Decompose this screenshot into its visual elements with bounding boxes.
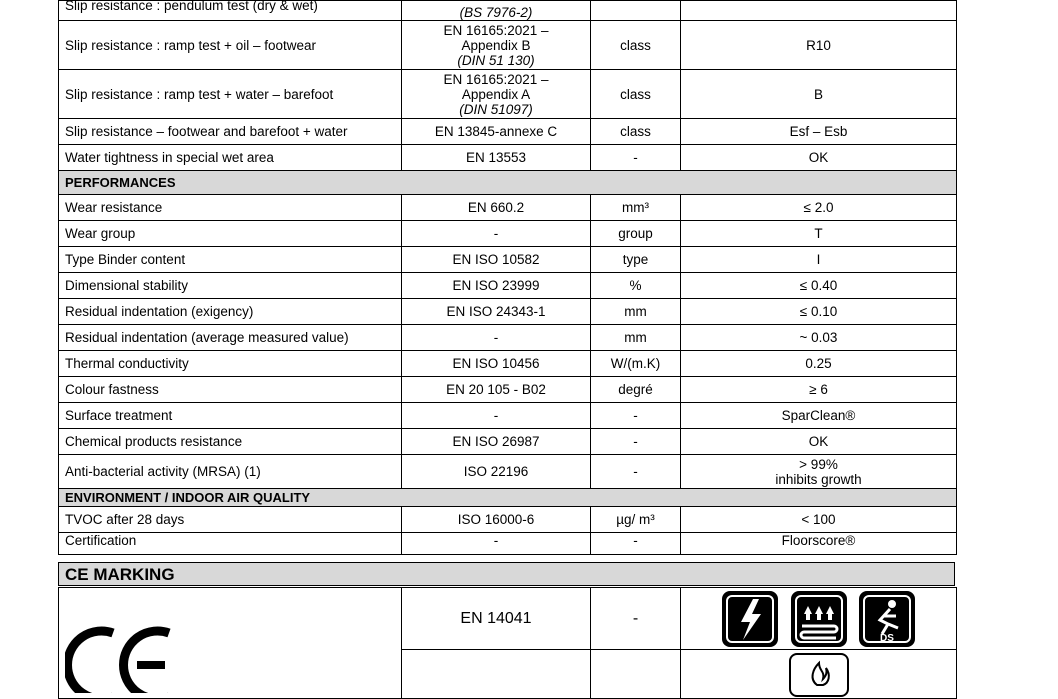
table-row	[59, 403, 957, 429]
ce-marking-table	[58, 587, 956, 699]
property-cell: Wear resistance	[59, 195, 402, 221]
standard-cell: ISO 22196	[402, 455, 591, 489]
spec-sheet	[58, 0, 956, 555]
unit-cell: class	[591, 70, 681, 119]
unit-cell: group	[591, 221, 681, 247]
property-cell: Thermal conductivity	[59, 351, 402, 377]
table-row	[59, 145, 957, 171]
ce-unit-cell: -	[591, 588, 681, 650]
standard-cell: EN 13553	[402, 145, 591, 171]
table-row	[59, 221, 957, 247]
empty-cell	[402, 650, 591, 699]
table-row	[59, 377, 957, 403]
standard-cell: EN 20 105 - B02	[402, 377, 591, 403]
standard-cell: EN 16165:2021 – Appendix A (DIN 51097)	[402, 70, 591, 119]
property-cell: Slip resistance – footwear and barefoot + water	[59, 119, 402, 145]
unit-cell: -	[591, 533, 681, 555]
ce-standard-cell: EN 14041	[402, 588, 591, 650]
table-row	[59, 507, 957, 533]
table-row	[59, 455, 957, 489]
value-cell: ≤ 0.10	[681, 299, 957, 325]
property-cell: TVOC after 28 days	[59, 507, 402, 533]
property-cell: Slip resistance : pendulum test (dry & wet)	[59, 1, 402, 21]
property-cell: Colour fastness	[59, 377, 402, 403]
value-cell: OK	[681, 429, 957, 455]
value-cell: B	[681, 70, 957, 119]
standard-cell: EN ISO 23999	[402, 273, 591, 299]
section-title: ENVIRONMENT / INDOOR AIR QUALITY	[59, 489, 957, 507]
standard-cell: EN ISO 26987	[402, 429, 591, 455]
value-cell: Esf – Esb	[681, 119, 957, 145]
property-cell: Slip resistance : ramp test + water – barefoot	[59, 70, 402, 119]
value-cell: < 100	[681, 507, 957, 533]
standard-cell: -	[402, 325, 591, 351]
section-title: PERFORMANCES	[59, 171, 957, 195]
section-header-performances	[59, 171, 957, 195]
unit-cell	[591, 1, 681, 21]
fire-icon	[789, 653, 849, 697]
section-header-environment	[59, 489, 957, 507]
standard-cell: ISO 16000-6	[402, 507, 591, 533]
value-cell: ≤ 0.40	[681, 273, 957, 299]
table-row	[59, 588, 957, 650]
property-cell: Certification	[59, 533, 402, 555]
unit-cell: class	[591, 21, 681, 70]
standard-cell: EN 660.2	[402, 195, 591, 221]
unit-cell: -	[591, 403, 681, 429]
table-row	[59, 429, 957, 455]
ce-fire-cell	[681, 650, 957, 699]
ds-label: DS	[880, 632, 894, 644]
unit-cell: mm³	[591, 195, 681, 221]
value-cell: I	[681, 247, 957, 273]
unit-cell: degré	[591, 377, 681, 403]
property-cell: Water tightness in special wet area	[59, 145, 402, 171]
spec-table	[58, 0, 957, 555]
unit-cell: %	[591, 273, 681, 299]
standard-cell: EN 16165:2021 – Appendix B (DIN 51 130)	[402, 21, 591, 70]
standard-cell: (BS 7976-2)	[402, 1, 591, 21]
property-cell: Chemical products resistance	[59, 429, 402, 455]
property-cell: Wear group	[59, 221, 402, 247]
table-row	[59, 21, 957, 70]
unit-cell: -	[591, 455, 681, 489]
value-cell: > 99% inhibits growth	[681, 455, 957, 489]
unit-cell: -	[591, 429, 681, 455]
table-row	[59, 247, 957, 273]
value-cell: Floorscore®	[681, 533, 957, 555]
table-row	[59, 70, 957, 119]
underfloor-heating-icon	[791, 591, 847, 647]
unit-cell: W/(m.K)	[591, 351, 681, 377]
value-cell: OK	[681, 145, 957, 171]
value-cell: R10	[681, 21, 957, 70]
table-row	[59, 119, 957, 145]
ce-pictograms-cell	[681, 588, 957, 650]
ce-logo-cell	[59, 588, 402, 699]
value-cell: ≤ 2.0	[681, 195, 957, 221]
antistatic-icon	[722, 591, 778, 647]
property-cell: Surface treatment	[59, 403, 402, 429]
standard-cell: EN ISO 10456	[402, 351, 591, 377]
value-cell: ~ 0.03	[681, 325, 957, 351]
table-row	[59, 533, 957, 555]
property-cell: Slip resistance : ramp test + oil – footwear	[59, 21, 402, 70]
table-row	[59, 195, 957, 221]
value-cell: ≥ 6	[681, 377, 957, 403]
property-cell: Residual indentation (exigency)	[59, 299, 402, 325]
property-cell: Type Binder content	[59, 247, 402, 273]
ce-marking-heading: CE MARKING	[58, 562, 955, 586]
unit-cell: µg/ m³	[591, 507, 681, 533]
empty-cell	[591, 650, 681, 699]
value-cell: T	[681, 221, 957, 247]
table-row	[59, 299, 957, 325]
standard-cell: EN ISO 10582	[402, 247, 591, 273]
standard-cell: -	[402, 403, 591, 429]
value-cell	[681, 1, 957, 21]
unit-cell: -	[591, 145, 681, 171]
table-row	[59, 273, 957, 299]
standard-cell: -	[402, 533, 591, 555]
table-row	[59, 1, 957, 21]
standard-cell: EN ISO 24343-1	[402, 299, 591, 325]
table-row	[59, 325, 957, 351]
property-cell: Anti-bacterial activity (MRSA) (1)	[59, 455, 402, 489]
unit-cell: type	[591, 247, 681, 273]
standard-cell: -	[402, 221, 591, 247]
ce-logo	[65, 623, 175, 693]
value-cell: 0.25	[681, 351, 957, 377]
unit-cell: mm	[591, 299, 681, 325]
property-cell: Dimensional stability	[59, 273, 402, 299]
unit-cell: mm	[591, 325, 681, 351]
unit-cell: class	[591, 119, 681, 145]
property-cell: Residual indentation (average measured value)	[59, 325, 402, 351]
table-row	[59, 351, 957, 377]
value-cell: SparClean®	[681, 403, 957, 429]
standard-cell: EN 13845-annexe C	[402, 119, 591, 145]
slip-resistance-ds-icon	[859, 591, 915, 647]
